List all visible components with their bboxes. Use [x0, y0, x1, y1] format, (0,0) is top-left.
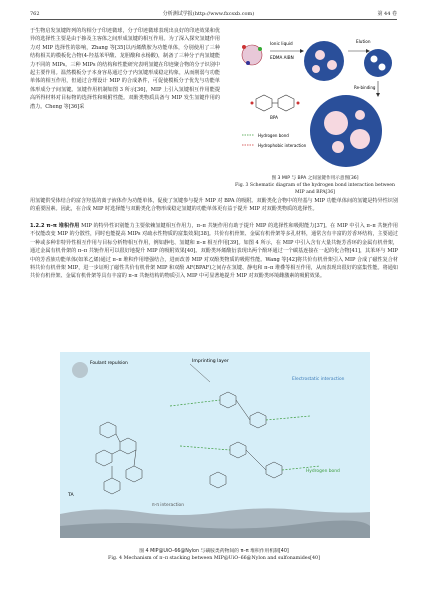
figure-4-caption-zh: 图 4 MIP@UiO–66@Nylon 与磺胺类药物间的 π–π 堆积作用机制[40] — [139, 549, 289, 554]
figure-3-caption — [232, 176, 398, 196]
figure-3 — [228, 27, 398, 177]
rebinding-label: Re-binding — [354, 85, 376, 90]
ta-label: TA — [68, 493, 74, 498]
figure-4 — [60, 346, 370, 546]
legend-hbond-label: Hydrogen bond — [258, 133, 289, 138]
edma-label: EDMA AIBN — [270, 55, 294, 60]
arrow-3-head — [376, 93, 380, 97]
imprinting-layer-label: Imprinting layer — [192, 359, 229, 364]
left-column — [30, 27, 220, 111]
hbond-label: Hydrogen bond — [306, 469, 340, 474]
running-header — [30, 10, 397, 20]
bpa-template-structure — [242, 45, 262, 65]
legend-hydrophobic-label: Hydrophobic interaction — [258, 143, 307, 148]
section-1-2-2 — [30, 222, 398, 281]
mip-polymer-rebinding — [310, 95, 382, 167]
foulant-label-line1: Foulant repulsion — [90, 361, 128, 366]
mip-polymer-top — [304, 41, 344, 81]
figure-3-caption-en: Fig. 3 Schematic diagram of the hydrogen bond interaction between MIP and BPA[36] — [235, 182, 395, 195]
figure-3-diagram — [228, 27, 398, 177]
page-number: 762 — [30, 10, 40, 17]
pipi-label: π-π interaction — [152, 503, 185, 508]
foulant-bubble — [72, 362, 88, 378]
journal-name: 分析测试学报(http://www.fxcsxb.com) — [162, 11, 255, 17]
figure-3-caption-zh: 图 3 MIP 与 BPA 之间氢键作用示意图[36] — [271, 176, 359, 181]
section-title: 1.2.2 π–π 堆积作用 — [30, 223, 80, 229]
electrostatic-label: Electrostatic interaction — [292, 377, 345, 382]
bpa-label: BPA — [270, 115, 278, 120]
mip-polymer-eluted — [364, 49, 392, 77]
paragraph-3: MIP 的特异性识别能力主要依赖氢键相互作用力，π–π 共轭作用有助于提升 MIP 的选择性和吸附能力[37]。在 MIP 中引入 π–π 共轭作用不仅能改变 MIP 的分散性，同时也能提高 MIPs 对疏水性物质的富集效果[38]。共价有机骨架、金属有机骨架等多孔材料，通常含有丰富的芳香环结构，主要通过一种或多种非特异性相互作用与目标分析物相互作用，例如静电、氢键和 π–π 相互作用[39]。如图 4 所示，在 MIP 中引入含有大量共轭芳香环的金属有机骨架，通过金属有机骨架的 π–π 共轭作用可以很好地提升 MIP 的吸附效果[40]。双酚类环烯酸衍表现出两个酚环通过一个碳基连接在一起的化合物[41]，其苯环与 MIP 中的芳香族功能单体(如苯乙烯)通过 π–π 堆积作用增强结合，进而改善 MIP 对双酚类物质的吸附性能。Wang 等[42]将共价有机骨架引入 MIP 合成了磁性复合材料共价有机骨架 MIP，进一步证明了磁性共价有机骨架 MIP 和双酚 AF(BPAF)之间存在氢键、静电和 π–π 堆叠等相互作用，从而表现出很好的富集性能。将通如共价有机骨架、金属有机骨架等具有丰富的 π–π 共轭结构的物质引入 MIP 中可显著地提升 MIP 对双酚类环境雌激素的吸附效果。 — [30, 223, 398, 280]
paragraph-2: 用氢键供受体结合的富含羟基的离子液体作为功能单体，促使了氢键参与提升 MIP 对 BPA 的吸附。双酚类化合物中的羟基与 MIP 功能单体间的氢键是特异性识别的重要因素。因此，在合成 MIP 时选择能与双酚类化合物形成稳定氢键的功能单体更有益于提升 MIP 对双酚类物质的选择性。 — [30, 198, 398, 213]
volume-label: 第 44 卷 — [377, 11, 397, 17]
figure-4-caption — [30, 548, 398, 562]
elution-label: Elution — [356, 39, 371, 44]
paragraph-1: 于生物启发氢键阵列的均相分子印迹微球，分子印迹微球表现出良好的印迹效果和优异的选择性主要是由于掺及主客体之间形成氢键的相互作用。为了深入探究氢键作用力对 MIP 选择性的影响，Zhang 等[35]以丙烯酰胺为功能单体，分别使用了三种结构相关的模板化合物(4-羟基苯甲酸、龙胆酸和水杨酸)，制备了三种分子内氢键能力不同的 MIPs。三种 MIPs 的结构和性能研究表明氢键在印迹聚合物的分子识别中起主要作用。温然模板分子本身容易通过分子内氢键形成稳定构象，从而削弱与功能单体的相互作用，但通过合理设计 MIP 的合成条件，可促使模板分子优先与功能单体形成分子间氢键。氢键作用机制如图 3 所示[36]，MIP 上引入氢键相互作用能提高所得材料对目标物的选择性和吸附性能。双酚类物质具备与 MIP 发生氢键作用的潜力。Cheng 等[36]采 — [30, 28, 220, 110]
ionic-liquid-label: Ionic liquid — [270, 41, 293, 46]
figure-4-caption-en: Fig. 4 Mechanism of π–π stacking between MIP@UiO–66@Nylon and sulfonamides[40] — [108, 556, 320, 561]
arrow-1-head — [300, 49, 304, 53]
bpa-molecule — [251, 95, 300, 111]
figure-4-diagram — [60, 346, 370, 546]
